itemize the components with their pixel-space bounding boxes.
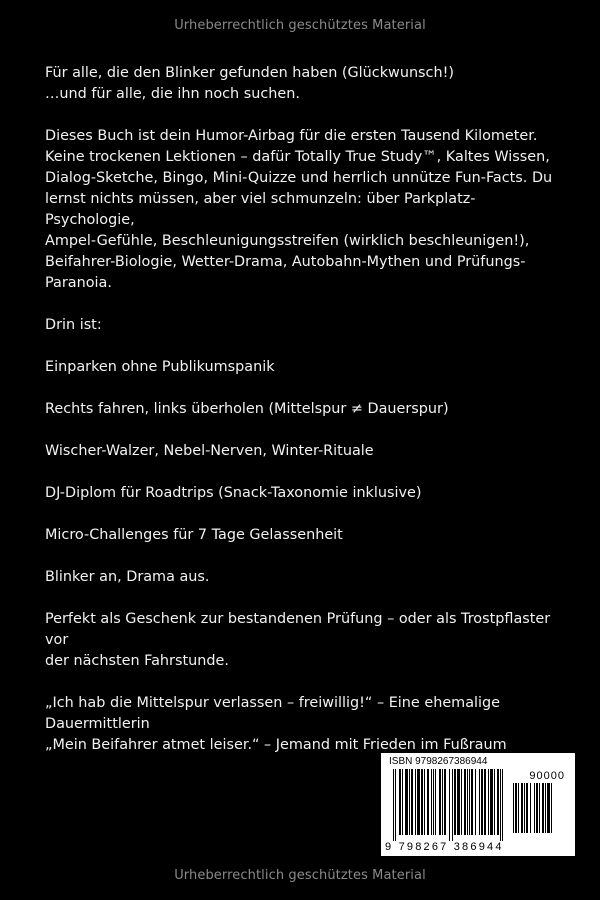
quote-line: „Ich hab die Mittelspur verlassen – freiwillig!“ – Eine ehemalige (45, 695, 500, 711)
isbn-digits: 9 798267 386944 (385, 841, 504, 853)
contents-item: Einparken ohne Publikumspanik (45, 359, 275, 375)
intro-line: Beifahrer-Biologie, Wetter-Drama, Autobahn-Mythen und Prüfungs- (45, 254, 526, 270)
intro-line: lernst nichts müssen, aber viel schmunzeln: über Parkplatz-Psychologie, (45, 191, 476, 228)
isbn-barcode (381, 753, 575, 856)
gift-line: der nächsten Fahrstunde. (45, 653, 229, 669)
ean-barcode-bars (393, 769, 509, 841)
dedication-line: Für alle, die den Blinker gefunden haben (Glückwunsch!) (45, 65, 454, 81)
addon-barcode-bars (513, 783, 565, 839)
watermark-bottom: Urheberrechtlich geschütztes Material (174, 868, 426, 883)
contents-item: Micro-Challenges für 7 Tage Gelassenheit (45, 527, 343, 543)
intro-line: Dialog-Sketche, Bingo, Mini-Quizze und herrlich unnütze Fun-Facts. Du (45, 170, 553, 186)
contents-item: Rechts fahren, links überholen (Mittelspur ≠ Dauerspur) (45, 401, 449, 417)
contents-heading: Drin ist: (45, 317, 102, 333)
quote-line: Dauermittlerin (45, 716, 150, 732)
contents-item: Blinker an, Drama aus. (45, 569, 210, 585)
gift-line: Perfekt als Geschenk zur bestandenen Prüfung – oder als Trostpflaster vor (45, 611, 551, 648)
price-code: 90000 (529, 770, 565, 782)
intro-line: Keine trockenen Lektionen – dafür Totally True Study™, Kaltes Wissen, (45, 149, 550, 165)
intro-line: Dieses Buch ist dein Humor-Airbag für die ersten Tausend Kilometer. (45, 128, 538, 144)
intro-line: Ampel-Gefühle, Beschleunigungsstreifen (wirklich beschleunigen!), (45, 233, 530, 249)
isbn-label: ISBN 9798267386944 (389, 756, 488, 767)
contents-item: Wischer-Walzer, Nebel-Nerven, Winter-Rituale (45, 443, 374, 459)
dedication-line: …und für alle, die ihn noch suchen. (45, 86, 300, 102)
back-cover-text (45, 63, 560, 756)
contents-item: DJ-Diplom für Roadtrips (Snack-Taxonomie inklusive) (45, 485, 422, 501)
quote-line: „Mein Beifahrer atmet leiser.“ – Jemand mit Frieden im Fußraum (45, 737, 507, 753)
watermark-top: Urheberrechtlich geschütztes Material (174, 18, 426, 33)
intro-line: Paranoia. (45, 275, 112, 291)
